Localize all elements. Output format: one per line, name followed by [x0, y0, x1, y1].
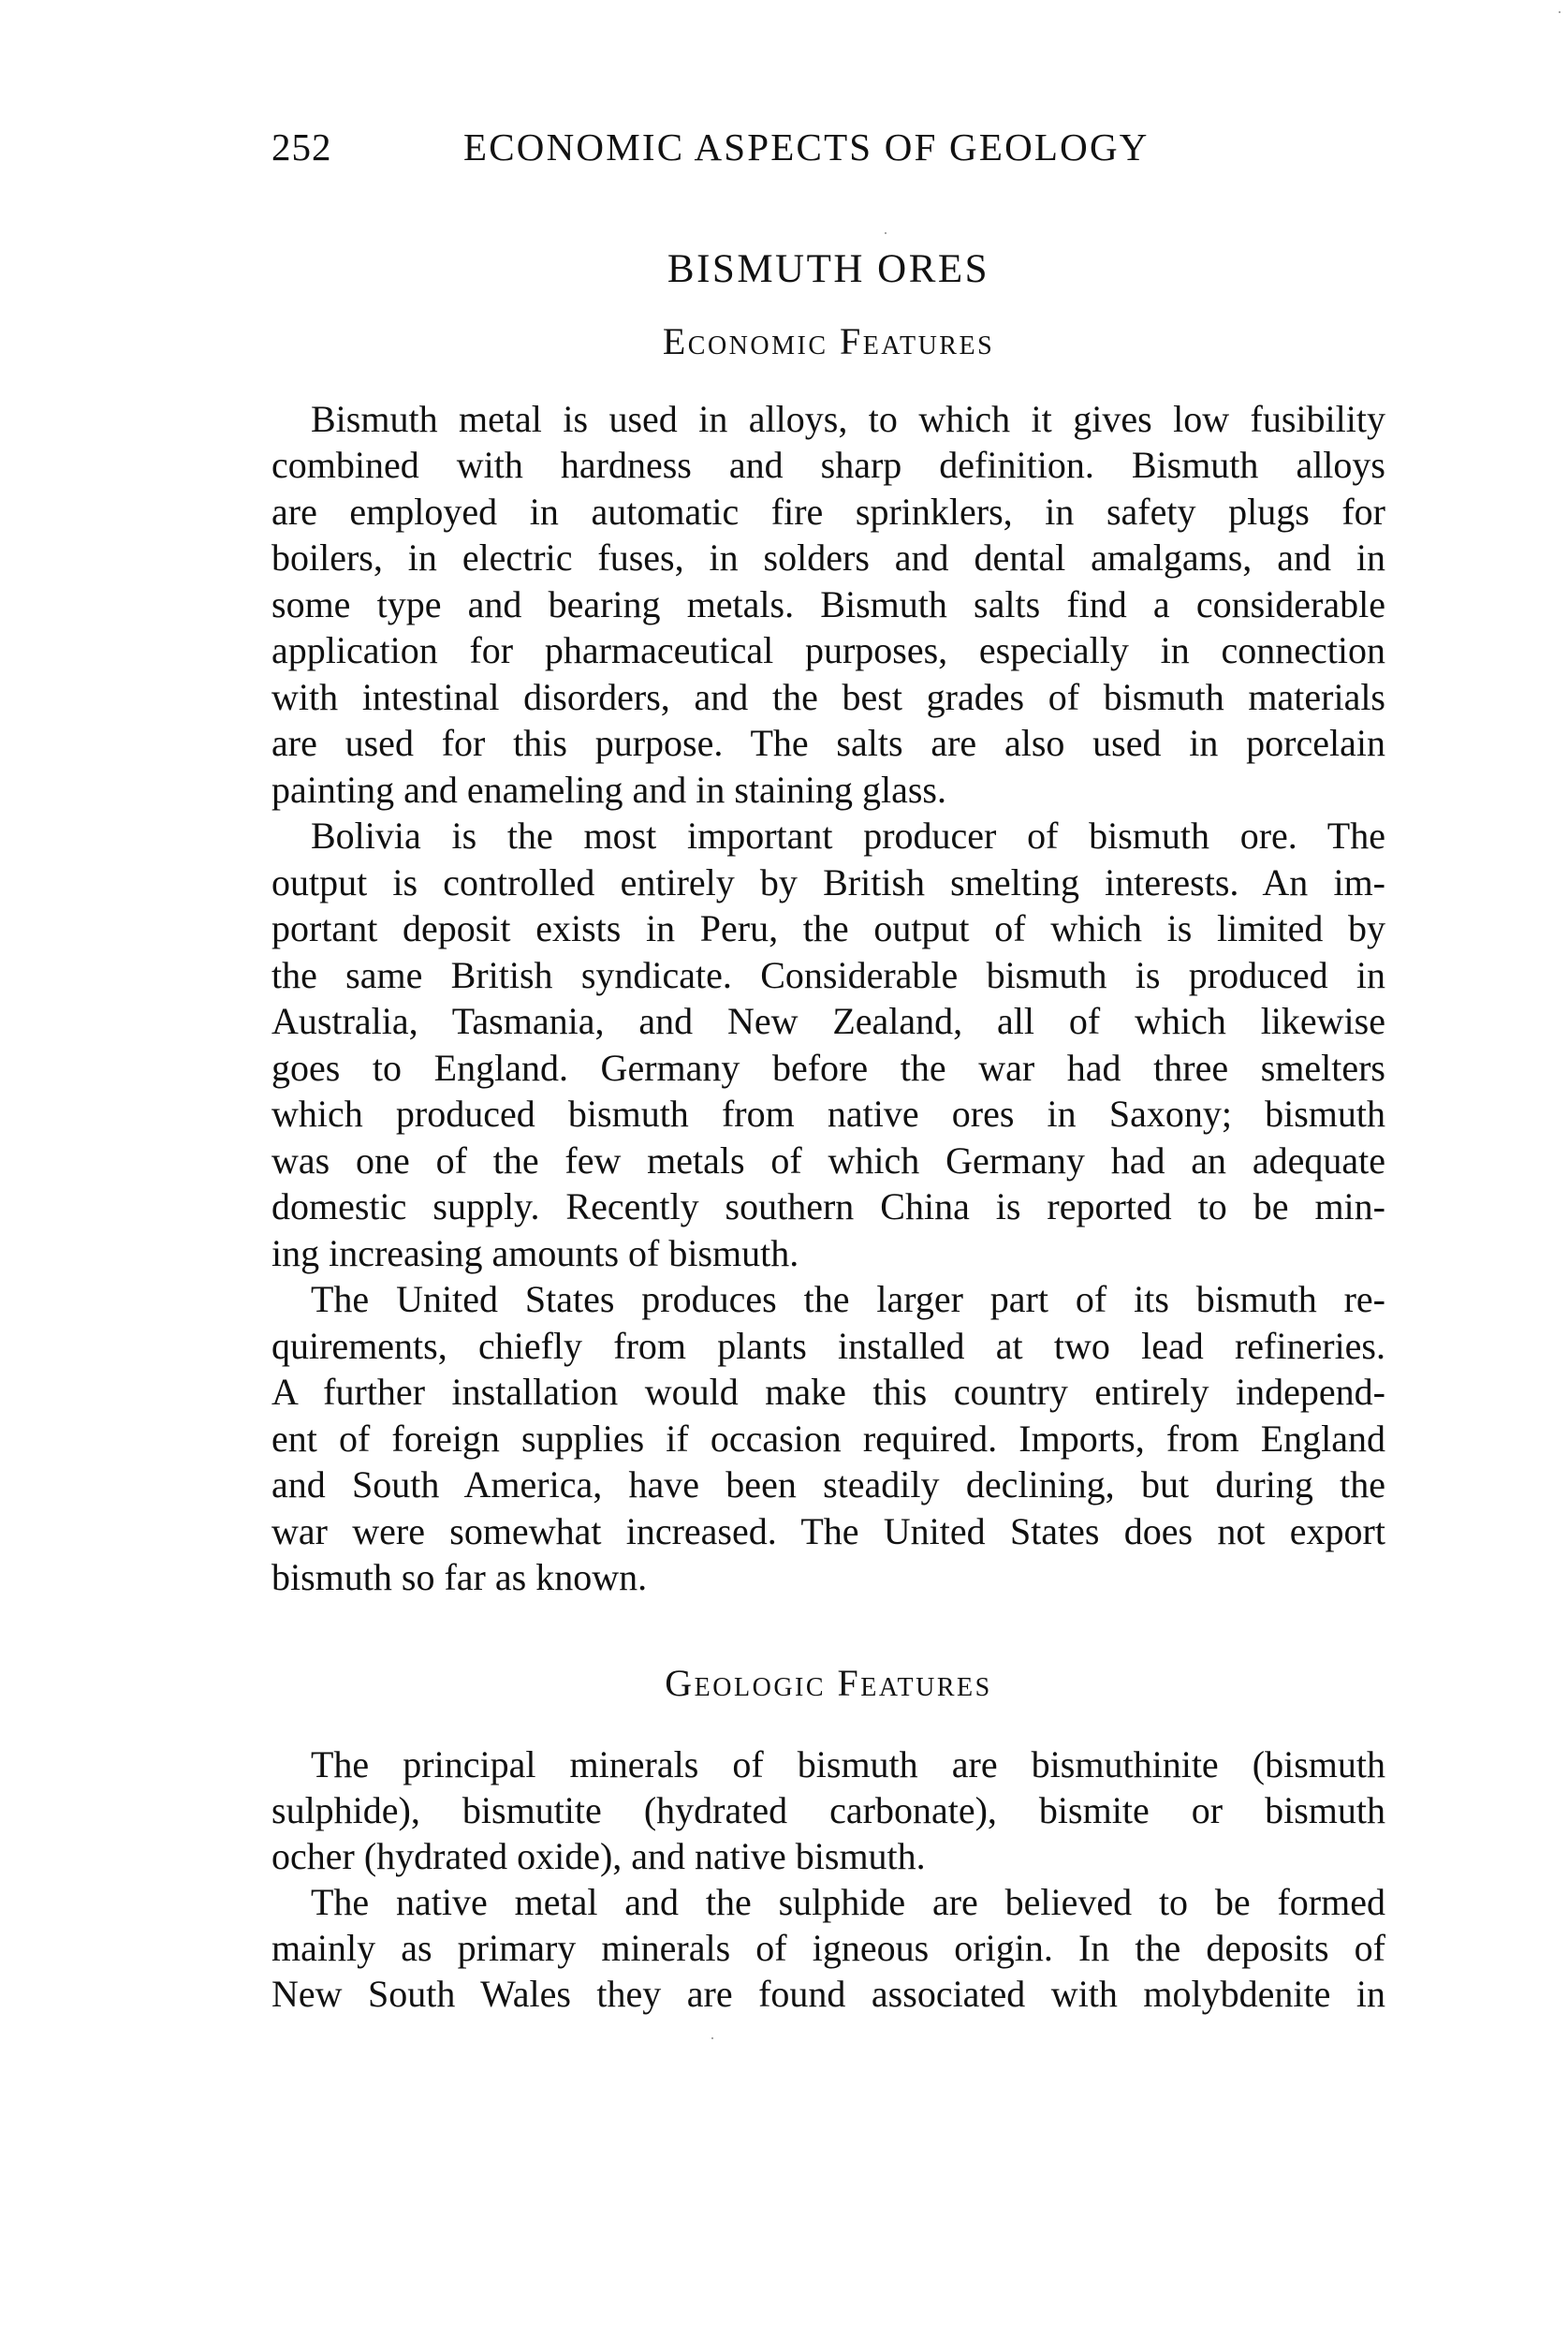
text-line: ent of foreign supplies if occasion required. Imports, from England — [271, 1418, 1385, 1460]
text-line: quirements, chiefly from plants installed at two lead refineries. — [271, 1325, 1385, 1367]
section-heading-geologic-features: Geologic Features — [665, 1662, 992, 1704]
text-line: goes to England. Germany before the war had three smelters — [271, 1047, 1385, 1089]
text-line: boilers, in electric fuses, in solders and dental amalgams, and in — [271, 536, 1385, 579]
text-line: the same British syndicate. Considerable bismuth is produced in — [271, 954, 1385, 996]
text-line: portant deposit exists in Peru, the output of which is limited by — [271, 907, 1385, 949]
section-heading-economic-features: Economic Features — [662, 320, 995, 362]
text-line: Bismuth metal is used in alloys, to which it gives low fusibility — [311, 398, 1385, 440]
text-line: sulphide), bismutite (hydrated carbonate), bismite or bismuth — [271, 1789, 1385, 1831]
text-line: which produced bismuth from native ores in Saxony; bismuth — [271, 1093, 1385, 1135]
text-line: some type and bearing metals. Bismuth salts find a considerable — [271, 583, 1385, 625]
text-line: with intestinal disorders, and the best grades of bismuth materials — [271, 676, 1385, 718]
text-line: ing increasing amounts of bismuth. — [271, 1232, 799, 1274]
text-line: combined with hardness and sharp definition. Bismuth alloys — [271, 444, 1385, 486]
running-title: ECONOMIC ASPECTS OF GEOLOGY — [463, 125, 1150, 169]
text-line: painting and enameling and in staining glass. — [271, 769, 946, 811]
text-line: and South America, have been steadily declining, but during the — [271, 1463, 1385, 1506]
text-line: are used for this purpose. The salts are also used in porcelain — [271, 722, 1385, 764]
text-line: Bolivia is the most important producer of bismuth ore. The — [311, 815, 1385, 857]
scan-speck — [885, 232, 887, 234]
text-line: was one of the few metals of which Germany had an adequate — [271, 1139, 1385, 1182]
text-line: are employed in automatic fire sprinklers, in safety plugs for — [271, 491, 1385, 533]
text-line: The principal minerals of bismuth are bismuthinite (bismuth — [311, 1743, 1385, 1785]
scan-speck — [711, 2037, 713, 2039]
text-line: output is controlled entirely by British smelting interests. An im- — [271, 861, 1385, 904]
page-number: 252 — [271, 125, 332, 169]
text-line: The native metal and the sulphide are believed to be formed — [311, 1881, 1385, 1923]
text-line: New South Wales they are found associated with molybdenite in — [271, 1973, 1385, 2015]
text-line: application for pharmaceutical purposes, especially in connection — [271, 629, 1385, 671]
text-line: A further installation would make this country entirely independ- — [271, 1371, 1385, 1413]
text-line: domestic supply. Recently southern China is reported to be min- — [271, 1185, 1385, 1227]
text-line: ocher (hydrated oxide), and native bismuth. — [271, 1835, 926, 1877]
text-line: war were somewhat increased. The United States does not export — [271, 1510, 1385, 1552]
text-line: bismuth so far as known. — [271, 1556, 648, 1598]
running-head — [271, 124, 1198, 170]
text-line: The United States produces the larger part of its bismuth re- — [311, 1278, 1385, 1320]
text-line: Australia, Tasmania, and New Zealand, all of which likewise — [271, 1000, 1385, 1042]
scan-speck — [1559, 11, 1561, 13]
chapter-title: BISMUTH ORES — [667, 247, 990, 291]
text-line: mainly as primary minerals of igneous origin. In the deposits of — [271, 1927, 1385, 1969]
